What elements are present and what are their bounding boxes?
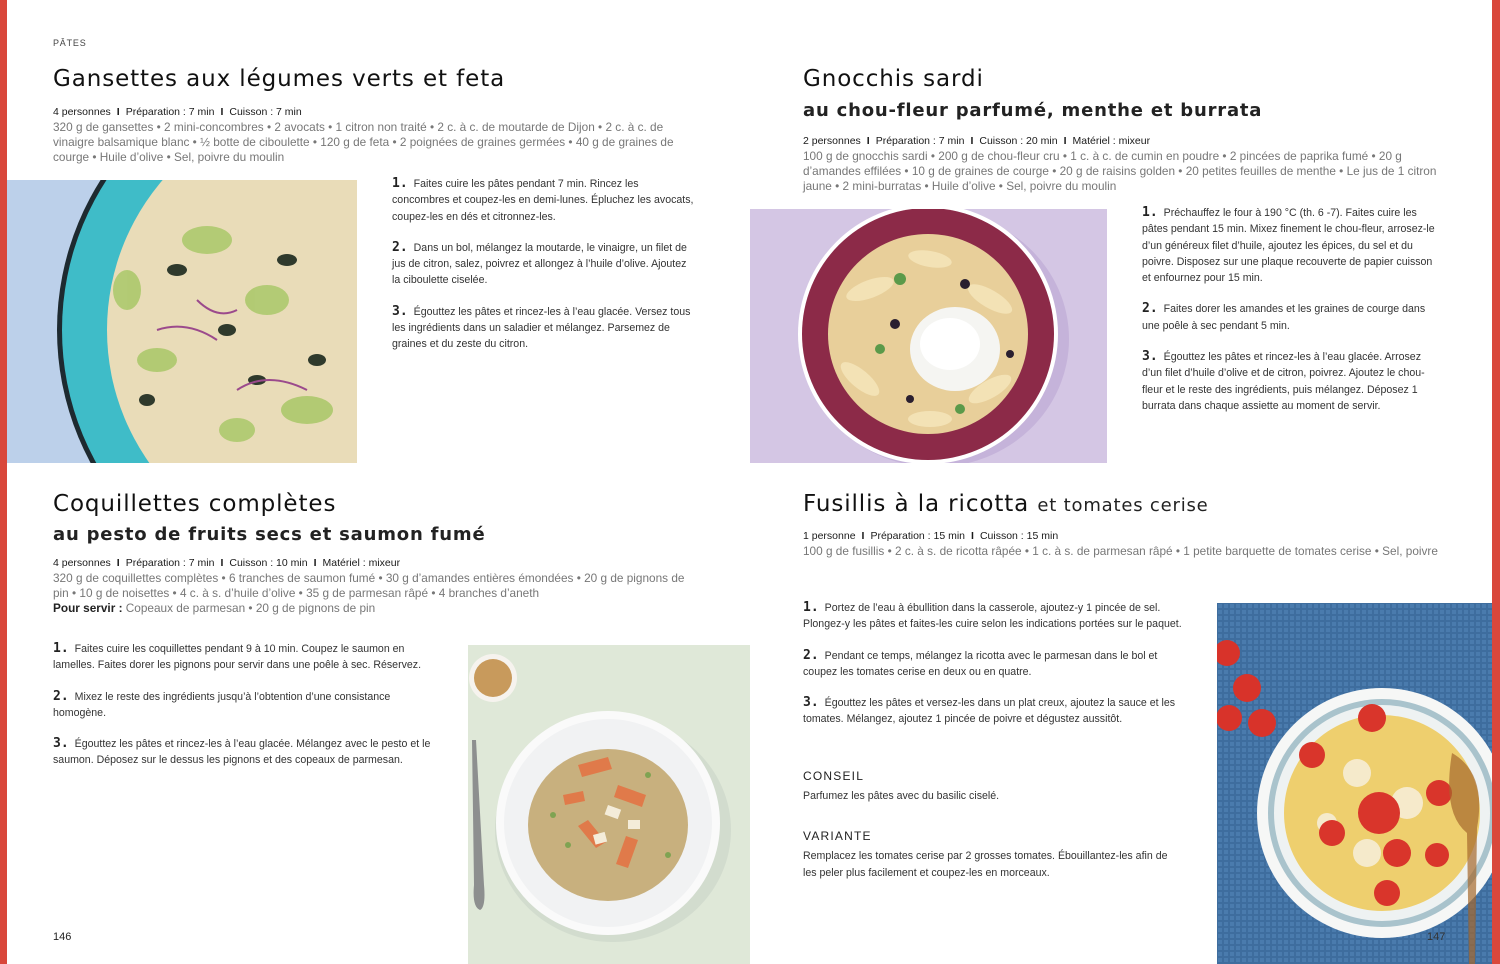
step-1: 1. Portez de l’eau à ébullition dans la casserole, ajoutez-y 1 pincée de sel. Plongez-y les pâtes et faites-les cuire selon les indications portées sur le paquet. <box>803 600 1182 631</box>
recipe-meta: 4 personnes I Préparation : 7 min I Cuisson : 10 min I Matériel : mixeur <box>53 557 401 569</box>
step-2: 2. Pendant ce temps, mélangez la ricotta avec le parmesan dans le bol et coupez les tomates cerise en deux ou en quatre. <box>803 647 1158 678</box>
servings: 4 personnes <box>53 557 111 569</box>
servings: 1 personne <box>803 530 856 542</box>
prep-time: Préparation : 15 min <box>870 530 966 542</box>
step-3: 3. Égouttez les pâtes et versez-les dans un plat creux, ajoutez la sauce et les tomates. Mélangez, ajoutez 1 pincée de poivre et dégustez aussitôt. <box>803 695 1176 726</box>
prep-time: Préparation : 7 min <box>875 135 965 147</box>
recipe-steps <box>1142 205 1442 429</box>
page-number-left: 146 <box>53 931 72 943</box>
cook-time: Cuisson : 20 min <box>979 135 1058 147</box>
step-3: 3. Égouttez les pâtes et rincez-les à l’eau glacée. Mélangez avec le pesto et le saumon. Déposez sur le dessus les pignons et des copeaux de parmesan. <box>53 736 431 767</box>
page-number-right: 147 <box>1427 931 1446 943</box>
recipe-subtitle: et tomates cerise <box>1037 495 1209 516</box>
step-2: 2. Dans un bol, mélangez la moutarde, le vinaigre, un filet de jus de citron, salez, poivrez et allongez à l’huile d’olive. Ajoutez la ciboulette ciselée. <box>392 239 687 287</box>
recipe-photo <box>468 645 750 964</box>
recipe-steps <box>803 600 1188 743</box>
ingredients-list: 320 g de gansettes • 2 mini-concombres • 2 avocats • 1 citron non traité • 2 c. à c. de moutarde de Dijon • 2 c. à c. de vinaigre balsamique blanc • ½ botte de ciboulette • 120 g de feta • 2 poignées de graines germées • 40 g de graines de courge • Huile d’olive • Sel, poivre du moulin <box>53 120 674 165</box>
step-1: 1. Faites cuire les coquillettes pendant 9 à 10 min. Coupez le saumon en lamelles. Faites dorer les pignons pour servir dans une poêle à sec. Réservez. <box>53 641 422 672</box>
recipe-meta: 1 personne I Préparation : 15 min I Cuisson : 15 min <box>803 530 1059 542</box>
recipe-title: Gnocchis sardi <box>803 66 984 92</box>
cook-time: Cuisson : 15 min <box>979 530 1059 542</box>
step-2: 2. Mixez le reste des ingrédients jusqu’à l’obtention d’une consistance homogène. <box>53 688 391 719</box>
servings: 4 personnes <box>53 106 111 118</box>
recipe-meta: 4 personnes I Préparation : 7 min I Cuisson : 7 min <box>53 106 302 118</box>
ingredients-list: 320 g de coquillettes complètes • 6 tranches de saumon fumé • 30 g d’amandes entières émondées • 20 g de pignons de pin • 10 g de noisettes • 4 c. à s. d’huile d’olive • 35 g de parmesan râpé • 4 branches d’aneth Pour servir : Copeaux de parmesan • 20 g de pignons de pin <box>53 571 685 616</box>
step-3: 3. Égouttez les pâtes et rincez-les à l’eau glacée. Arrosez d’un filet d’huile d’olive et de citron, poivrez. Ajoutez le chou-fleur et le reste des ingrédients, puis mélangez. Déposez 1 burrata dans chaque assiette au moment de servir. <box>1142 349 1425 412</box>
recipe-photo <box>7 180 357 463</box>
step-3: 3. Égouttez les pâtes et rincez-les à l’eau glacée. Versez tous les ingrédients dans un saladier et mélangez. Parsemez de graines et du zeste du citron. <box>392 303 691 351</box>
ingredients-list: 100 g de gnocchis sardi • 200 g de chou-fleur cru • 1 c. à c. de cumin en poudre • 2 pincées de paprika fumé • 20 g d’amandes effilées • 10 g de graines de courge • 20 g de raisins golden • 20 petites feuilles de menthe • Le jus de 1 citron jaune • 2 mini-burratas • Huile d’olive • Sel, poivre du moulin <box>803 149 1437 194</box>
tip-heading-variante: VARIANTE <box>803 829 872 843</box>
section-label: PÂTES <box>53 38 87 48</box>
tip-heading-conseil: CONSEIL <box>803 769 865 783</box>
recipe-steps <box>53 641 433 784</box>
recipe-title: Coquillettes complètes <box>53 491 337 517</box>
step-1: 1. Préchauffez le four à 190 °C (th. 6 -7). Faites cuire les pâtes pendant 15 min. Mixez finement le chou-fleur, arrosez-le d’un généreux filet d’huile, ajoutez les épices, du sel et du poivre. Disposez sur une plaque recouverte de papier cuisson et enfournez pour 15 min. <box>1142 205 1435 285</box>
ingredients-list: 100 g de fusillis • 2 c. à s. de ricotta râpée • 1 c. à s. de parmesan râpé • 1 petite barquette de tomates cerise • Sel, poivre <box>803 544 1438 558</box>
equipment: Matériel : mixeur <box>322 557 401 569</box>
cook-time: Cuisson : 7 min <box>229 106 302 118</box>
tip-text-conseil: Parfumez les pâtes avec du basilic ciselé. <box>803 790 1000 802</box>
servings: 2 personnes <box>803 135 861 147</box>
step-2: 2. Faites dorer les amandes et les graines de courge dans une poêle à sec pendant 5 min. <box>1142 301 1426 332</box>
recipe-subtitle: au chou-fleur parfumé, menthe et burrata <box>803 100 1263 121</box>
recipe-steps <box>392 176 697 368</box>
recipe-meta: 2 personnes I Préparation : 7 min I Cuisson : 20 min I Matériel : mixeur <box>803 135 1151 147</box>
page-edge-right <box>1492 0 1500 964</box>
serve-label: Pour servir : <box>53 601 123 616</box>
recipe-title: Fusillis à la ricotta et tomates cerise <box>803 491 1209 517</box>
prep-time: Préparation : 7 min <box>125 106 215 118</box>
tip-text-variante: Remplacez les tomates cerise par 2 grosses tomates. Ébouillantez-les afin de les peler plus facilement et coupez-les en morceaux. <box>803 850 1168 879</box>
recipe-photo <box>1217 603 1492 964</box>
page-edge-left <box>0 0 7 964</box>
serve-text: Copeaux de parmesan • 20 g de pignons de pin <box>125 601 376 616</box>
cook-time: Cuisson : 10 min <box>229 557 308 569</box>
recipe-subtitle: au pesto de fruits secs et saumon fumé <box>53 524 486 545</box>
recipe-title: Gansettes aux légumes verts et feta <box>53 66 506 92</box>
gansettes-salad-image <box>7 180 357 463</box>
recipe-photo <box>750 209 1107 463</box>
prep-time: Préparation : 7 min <box>125 557 215 569</box>
coquillettes-salmon-image <box>468 645 750 964</box>
step-1: 1. Faites cuire les pâtes pendant 7 min. Rincez les concombres et coupez-les en demi-lunes. Épluchez les avocats, coupez-les en dés et citronnez-les. <box>392 176 694 223</box>
gnocchi-burrata-image <box>750 209 1107 463</box>
fusilli-tomato-image <box>1217 603 1492 964</box>
equipment: Matériel : mixeur <box>1072 135 1151 147</box>
